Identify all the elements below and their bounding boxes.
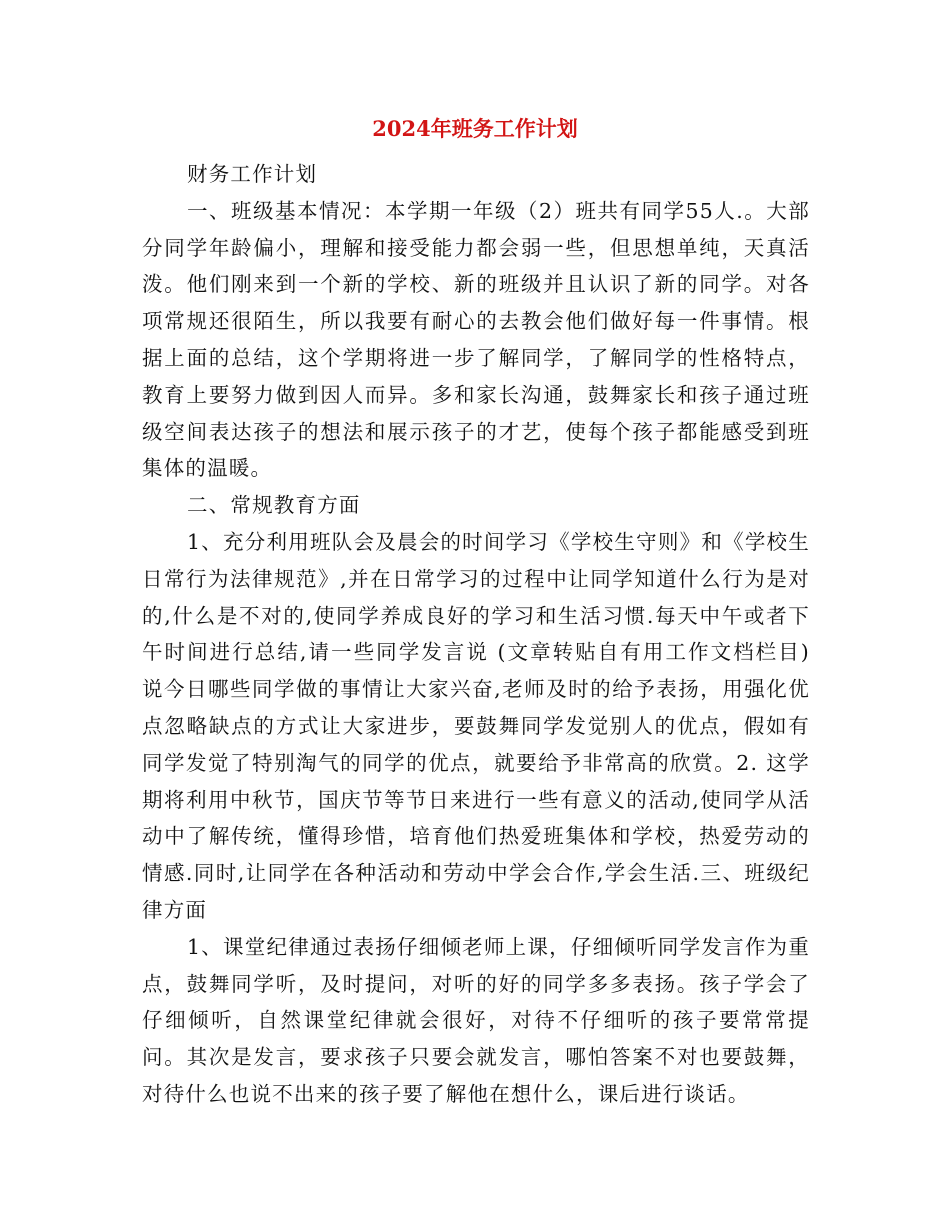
paragraph-heading: 财务工作计划 — [187, 162, 318, 186]
paragraph-class-situation: 一、班级基本情况：本学期一年级（2）班共有同学55人.。大部分同学年龄偏小，理解和接受能力都会弱一些，但思想单纯，天真活泼。他们刚来到一个新的学校、新的班级并且认识了新的同学。对各项常规还很陌生，所以我要有耐心的去教会他们做好每一件事情。根据上面的总结，这个学期将进一步了解同学，了解同学的性格特点，教育上要努力做到因人而异。多和家长沟通，鼓舞家长和孩子通过班级空间表达孩子的想法和展示孩子的才艺，使每个孩子都能感受到班集体的温暖。 — [142, 198, 810, 481]
paragraph-classroom-discipline: 1、课堂纪律通过表扬仔细倾老师上课，仔细倾听同学发言作为重点，鼓舞同学听，及时提问，对听的好的同学多多表扬。孩子学会了仔细倾听，自然课堂纪律就会很好，对待不仔细听的孩子要常常提问。其次是发言，要求孩子只要会就发言，哪怕答案不对也要鼓舞，对待什么也说不出来的孩子要了解他在想什么，课后进行谈话。 — [142, 934, 810, 1106]
document-body — [142, 156, 810, 1113]
paragraph-routine-education: 1、充分利用班队会及晨会的时间学习《学校生守则》和《学校生日常行为法律规范》,并在日常学习的过程中让同学知道什么行为是对的,什么是不对的,使同学养成良好的学习和生活习惯.每天中午或者下午时间进行总结,请一些同学发言说 (文章转贴自有用工作文档栏目) 说今日哪些同学做的事情让大家兴奋,老师及时的给予表扬，用强化优点忽略缺点的方式让大家进步，要鼓舞同学发觉别人的优点，假如有同学发觉了特别淘气的同学的优点，就要给予非常高的欣赏。2. 这学期将利用中秋节，国庆节等节日来进行一些有意义的活动,使同学从活动中了解传统，懂得珍惜，培育他们热爱班集体和学校，热爱劳动的情感.同时,让同学在各种活动和劳动中学会合作,学会生活.三、班级纪律方面 — [142, 529, 810, 922]
document-title: 2024年班务工作计划 — [372, 116, 578, 141]
section-heading-routine-education: 二、常规教育方面 — [187, 493, 361, 518]
